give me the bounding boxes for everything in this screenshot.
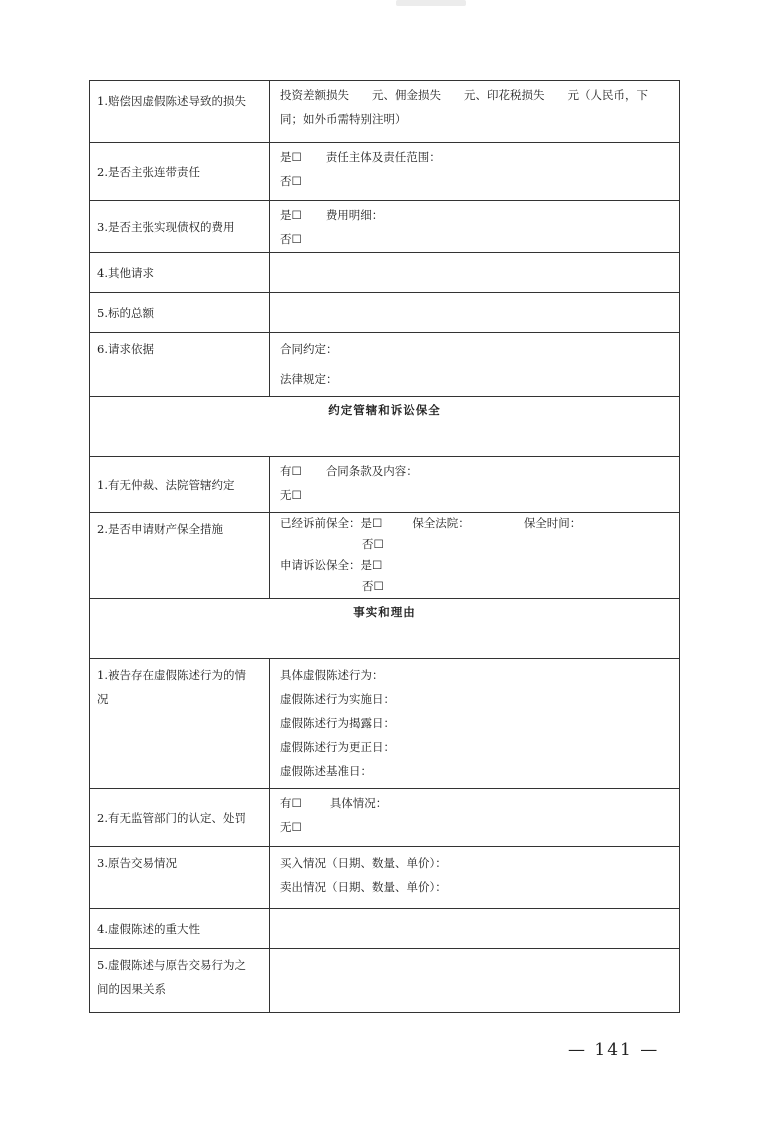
causation-field[interactable]: [270, 949, 680, 1013]
checkbox-no[interactable]: 否☐: [280, 232, 302, 246]
regulatory-finding-field: 有☐ 具体情况： 无☐: [270, 789, 680, 847]
row-label: 4.其他请求: [90, 253, 270, 293]
checkbox-no[interactable]: 否☐: [280, 174, 302, 188]
jurisdiction-agreement-field: 有☐ 合同条款及内容： 无☐: [270, 457, 680, 513]
table-row: [90, 847, 680, 909]
checkbox-none[interactable]: 无☐: [280, 820, 302, 834]
table-row: [90, 143, 680, 201]
section-title-jurisdiction: 约定管辖和诉讼保全: [90, 397, 680, 457]
checkbox-has[interactable]: 有☐: [280, 464, 302, 478]
page-number: — 141 —: [568, 1040, 660, 1060]
row-label: 1.赔偿因虚假陈述导致的损失: [90, 81, 270, 143]
table-row: [90, 201, 680, 253]
table-row: [90, 789, 680, 847]
table-row: [90, 659, 680, 789]
property-preservation-field: 已经诉前保全：是☐ 保全法院： 保全时间： 否☐ 申请诉讼保全：是☐ 否☐: [270, 513, 680, 599]
other-claims-field[interactable]: [270, 253, 680, 293]
checkbox-none[interactable]: 无☐: [280, 488, 302, 502]
row-label: 5.虚假陈述与原告交易行为之 间的因果关系: [90, 949, 270, 1013]
table-row: [90, 81, 680, 143]
scan-mark: [396, 0, 466, 6]
table-row: [90, 513, 680, 599]
row-label: 1.有无仲裁、法院管辖约定: [90, 457, 270, 513]
row-label: 2.是否申请财产保全措施: [90, 513, 270, 599]
checkbox-yes[interactable]: 是☐: [280, 150, 302, 164]
section-title-facts: 事实和理由: [90, 599, 680, 659]
table-row: [90, 333, 680, 397]
checkbox-lit-yes[interactable]: 是☐: [360, 558, 383, 572]
row-label: 4.虚假陈述的重大性: [90, 909, 270, 949]
row-label: 6.请求依据: [90, 333, 270, 397]
trading-info-field[interactable]: 买入情况（日期、数量、单价）： 卖出情况（日期、数量、单价）：: [270, 847, 680, 909]
row-label: 3.是否主张实现债权的费用: [90, 201, 270, 253]
complaint-form-table: [89, 80, 680, 1013]
row-label: 3.原告交易情况: [90, 847, 270, 909]
total-amount-field[interactable]: [270, 293, 680, 333]
row-label: 1.被告存在虚假陈述行为的情 况: [90, 659, 270, 789]
section-row: [90, 397, 680, 457]
checkbox-lit-no[interactable]: 否☐: [362, 579, 384, 593]
loss-amount-field[interactable]: 投资差额损失 元、佣金损失 元、印花税损失 元（人民币，下 同；如外币需特别注明）: [270, 81, 680, 143]
checkbox-yes[interactable]: 是☐: [280, 208, 302, 222]
false-statement-field[interactable]: 具体虚假陈述行为： 虚假陈述行为实施日： 虚假陈述行为揭露日： 虚假陈述行为更正日： 虚假陈述基准日：: [270, 659, 680, 789]
claim-basis-field[interactable]: 合同约定： 法律规定：: [270, 333, 680, 397]
checkbox-pre-no[interactable]: 否☐: [362, 537, 384, 551]
materiality-field[interactable]: [270, 909, 680, 949]
table-row: [90, 457, 680, 513]
table-row: [90, 909, 680, 949]
row-label: 2.是否主张连带责任: [90, 143, 270, 201]
section-row: [90, 599, 680, 659]
row-label: 5.标的总额: [90, 293, 270, 333]
table-row: [90, 949, 680, 1013]
joint-liability-field: 是☐ 责任主体及责任范围： 否☐: [270, 143, 680, 201]
table-row: [90, 253, 680, 293]
row-label: 2.有无监管部门的认定、处罚: [90, 789, 270, 847]
table-row: [90, 293, 680, 333]
checkbox-has[interactable]: 有☐: [280, 796, 302, 810]
creditor-costs-field: 是☐ 费用明细： 否☐: [270, 201, 680, 253]
checkbox-pre-yes[interactable]: 是☐: [360, 516, 383, 530]
